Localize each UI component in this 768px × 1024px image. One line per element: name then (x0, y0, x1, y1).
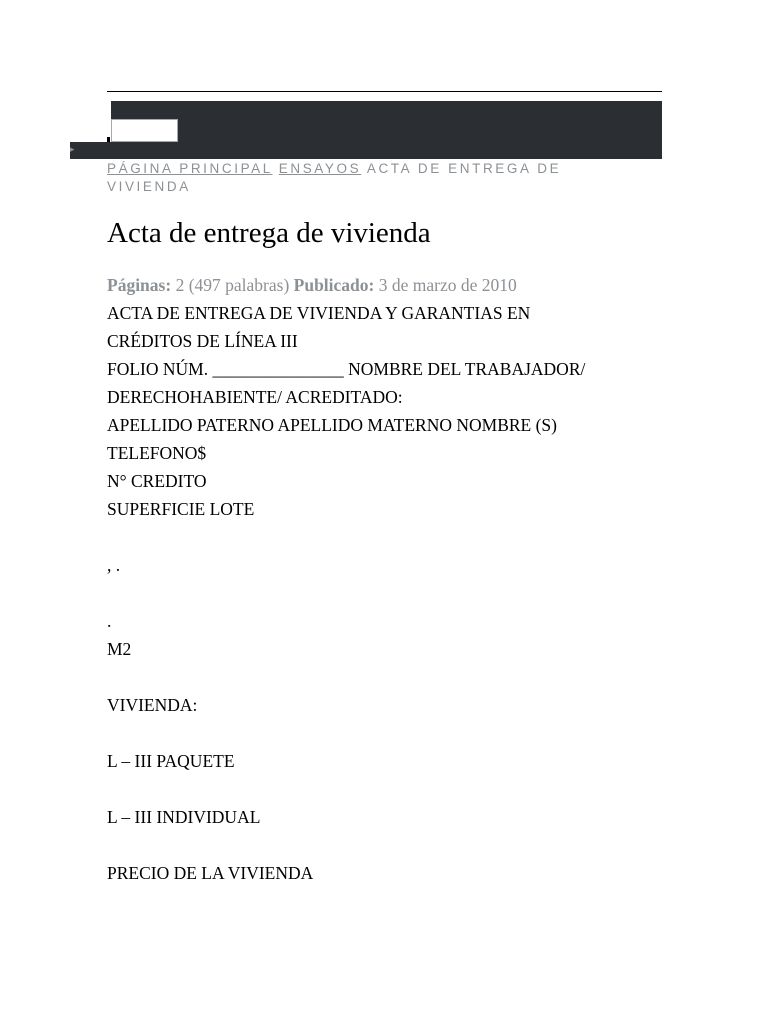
pages-value: 2 (497 palabras) (175, 275, 290, 295)
document-meta (107, 274, 517, 296)
document-line: TELEFONO$ (107, 443, 207, 463)
document-line: . (107, 611, 112, 631)
top-divider (107, 91, 662, 92)
pages-label: Páginas: (107, 275, 172, 295)
document-line: N° CREDITO (107, 471, 207, 491)
expand-arrow-icon[interactable]: ▸ (70, 145, 75, 155)
document-line: APELLIDO PATERNO APELLIDO MATERNO NOMBRE (S) (107, 415, 557, 435)
document-line: M2 (107, 639, 132, 659)
breadcrumb-current: ACTA DE ENTREGA DE VIVIENDA (107, 161, 562, 194)
breadcrumb-home-link[interactable]: PÁGINA PRINCIPAL (107, 161, 273, 176)
document-line: L – III INDIVIDUAL (107, 807, 261, 827)
published-label: Publicado: (293, 275, 375, 295)
document-line: ACTA DE ENTREGA DE VIVIENDA Y GARANTIAS EN (107, 303, 531, 323)
breadcrumb-section-link[interactable]: ENSAYOS (278, 161, 362, 176)
document-line: , . (107, 555, 121, 575)
document-line: SUPERFICIE LOTE (107, 499, 255, 519)
search-box[interactable] (111, 119, 178, 142)
site-navbar (111, 101, 662, 142)
document-line: CRÉDITOS DE LÍNEA III (107, 331, 298, 351)
document-line: L – III PAQUETE (107, 751, 235, 771)
document-line: FOLIO NÚM. _______________ NOMBRE DEL TRABAJADOR/ (107, 359, 586, 379)
page-title: Acta de entrega de vivienda (107, 217, 431, 249)
document-line: DERECHOHABIENTE/ ACREDITADO: (107, 387, 403, 407)
site-subbar (70, 142, 662, 159)
breadcrumb (107, 160, 627, 196)
document-line: PRECIO DE LA VIVIENDA (107, 863, 314, 883)
document-line: VIVIENDA: (107, 695, 198, 715)
published-value: 3 de marzo de 2010 (378, 275, 517, 295)
